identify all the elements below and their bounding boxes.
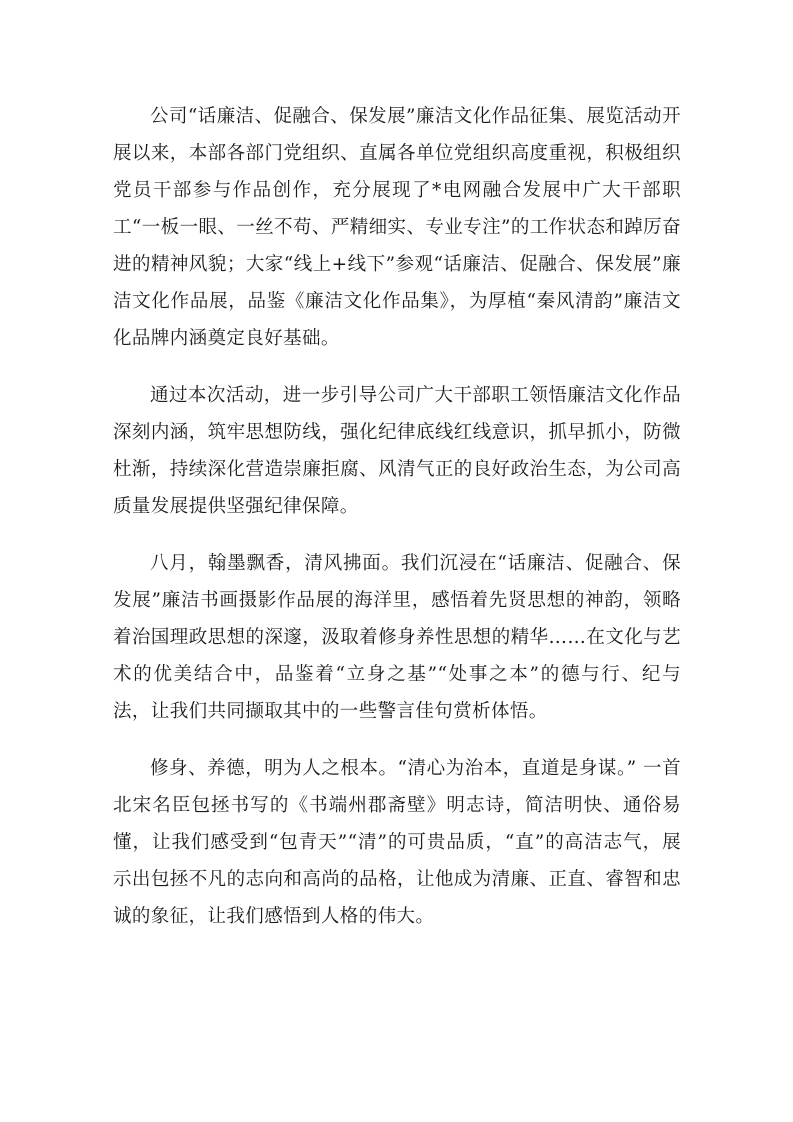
paragraph-3: 八月，翰墨飘香，清风拂面。我们沉浸在“话廉洁、促融合、保发展”廉洁书画摄影作品展的海洋里，感悟着先贤思想的神韵，领略着治国理政思想的深邃，汲取着修身养性思想的精华……在文化与艺术的优美结合中，品鉴着“立身之基”“处事之本”的德与行、纪与法，让我们共同撷取其中的一些警言佳句赏析体悟。 xyxy=(113,553,681,722)
paragraph-4: 修身、养德，明为人之根本。“清心为治本，直道是身谋。” 一首北宋名臣包拯书写的《书端州郡斋壁》明志诗，简洁明快、通俗易懂，让我们感受到“包青天”“清”的可贵品质，“直”的高洁志气，展示出包拯不凡的志向和高尚的品格，让他成为清廉、正直、睿智和忠诚的象征，让我们感悟到人格的伟大。 xyxy=(113,758,681,927)
paragraph-1: 公司“话廉洁、促融合、保发展”廉洁文化作品征集、展览活动开展以来，本部各部门党组织、直属各单位党组织高度重视，积极组织党员干部参与作品创作，充分展现了*电网融合发展中广大干部职工“一板一眼、一丝不苟、严精细实、专业专注”的工作状态和踔厉奋进的精神风貌；大家“线上+线下”参观“话廉洁、促融合、保发展”廉洁文化作品展，品鉴《廉洁文化作品集》，为厚植“秦风清韵”廉洁文化品牌内涵奠定良好基础。 xyxy=(113,106,681,349)
document-body xyxy=(113,98,681,955)
paragraph-2: 通过本次活动，进一步引导公司广大干部职工领悟廉洁文化作品深刻内涵，筑牢思想防线，强化纪律底线红线意识，抓早抓小，防微杜渐，持续深化营造崇廉拒腐、风清气正的良好政治生态，为公司高质量发展提供坚强纪律保障。 xyxy=(113,385,681,517)
